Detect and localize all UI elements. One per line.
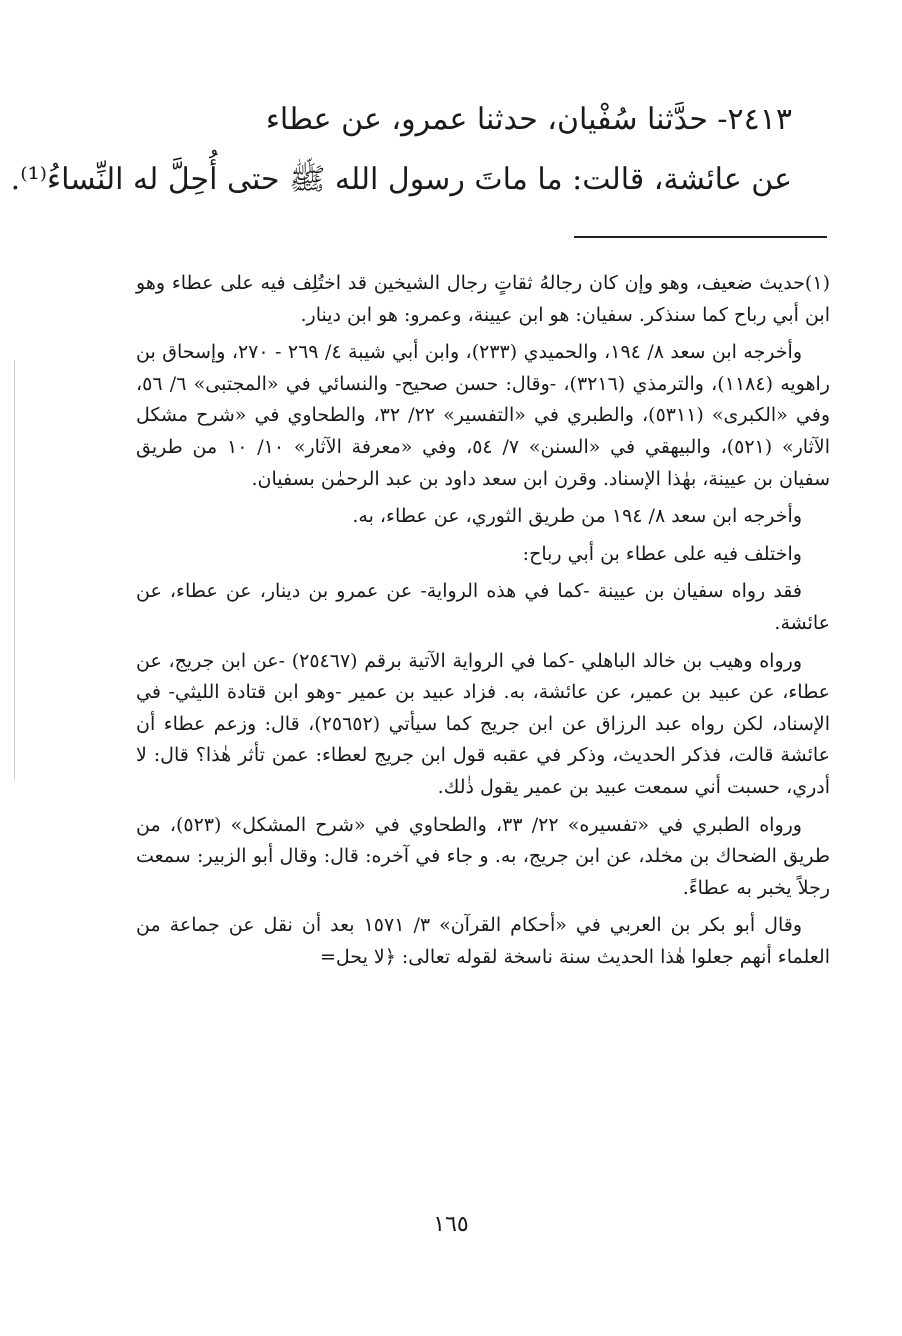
footnote-paragraph-5: فقد رواه سفيان بن عيينة -كما في هذه الرواية- عن عمرو بن دينار، عن عطاء، عن عائشة.: [136, 580, 830, 634]
footnote-paragraph-7: ورواه الطبري في «تفسيره» ٢٢/ ٣٣، والطحاوي في «شرح المشكل» (٥٢٣)، من طريق الضحاك بن مخلد، عن ابن جريج، به. و جاء في آخره: قال: وقال أبو الزبير: سمعت رجلاً يخبر به عطاءً.: [136, 813, 830, 899]
footnote-paragraph-2: وأخرجه ابن سعد ٨/ ١٩٤، والحميدي (٢٣٣)، وابن أبي شيبة ٤/ ٢٦٩ - ٢٧٠، وإسحاق بن راهويه (١١٨٤)، والترمذي (٣٢١٦)، -وقال: حسن صحيح- والنسائي في «المجتبى» ٦/ ٥٦، وفي «الكبرى» (٥٣١١)، والطبري في «التفسير» ٢٢/ ٣٢، والطحاوي في «شرح مشكل الآثار» (٥٢١)، والبيهقي في «السنن» ٧/ ٥٤، وفي «معرفة الآثار» ١٠/ ١٠ من طريق سفيان بن عيينة، بهٰذا الإسناد. وقرن ابن سعد داود بن عبد الرحمٰن بسفيان.: [136, 341, 830, 490]
footnote-paragraph-8: وقال أبو بكر بن العربي في «أحكام القرآن» ٣/ ١٥٧١ بعد أن نقل عن جماعة من العلماء أنهم جعلوا هٰذا الحديث سنة ناسخة لقوله تعالى: ﴿لا يحل=: [136, 914, 830, 968]
footnote-divider: [574, 236, 827, 238]
hadith-text-line-2: عن عائشة، قالت: ما ماتَ رسول الله ﷺ حتى أُحِلَّ له النِّساءُ⁽¹⁾.: [10, 162, 792, 197]
page-number: ١٦٥: [433, 1212, 469, 1237]
footnote-paragraph-6: ورواه وهيب بن خالد الباهلي -كما في الرواية الآتية برقم (٢٥٤٦٧) -عن ابن جريج، عن عطاء، عن عبيد بن عمير، عن عائشة، به. فزاد عبيد بن عمير -وهو ابن قتادة الليثي- في الإسناد، لكن رواه عبد الرزاق عن ابن جريج كما سيأتي (٢٥٦٥٢)، قال: وزعم عطاء أن عائشة قالت، فذكر الحديث، وذكر في عقبه قول ابن جريج لعطاء: عمن تأثر هٰذا؟ قال: لا أدري، حسبت أني سمعت عبيد بن عمير يقول ذٰلك.: [136, 649, 831, 798]
footnote-paragraph-1: (١)حديث ضعيف، وهو وإن كان رجالهُ ثقاتٍ رجال الشيخين قد اختُلِف فيه على عطاء وهو ابن أبي رباح كما سنذكر. سفيان: هو ابن عيينة، وعمرو: هو ابن دينار.: [136, 272, 830, 326]
hadith-text-line-1: ٢٤١٣- حدَّثنا سُفْيان، حدثنا عمرو، عن عطاء: [265, 102, 792, 137]
footnote-paragraph-4: واختلف فيه على عطاء بن أبي رباح:: [522, 542, 802, 565]
footnote-block: [136, 268, 830, 979]
footnote-paragraph-3: وأخرجه ابن سعد ٨/ ١٩٤ من طريق الثوري، عن عطاء، به.: [352, 505, 802, 528]
scan-margin-line: [14, 360, 15, 780]
